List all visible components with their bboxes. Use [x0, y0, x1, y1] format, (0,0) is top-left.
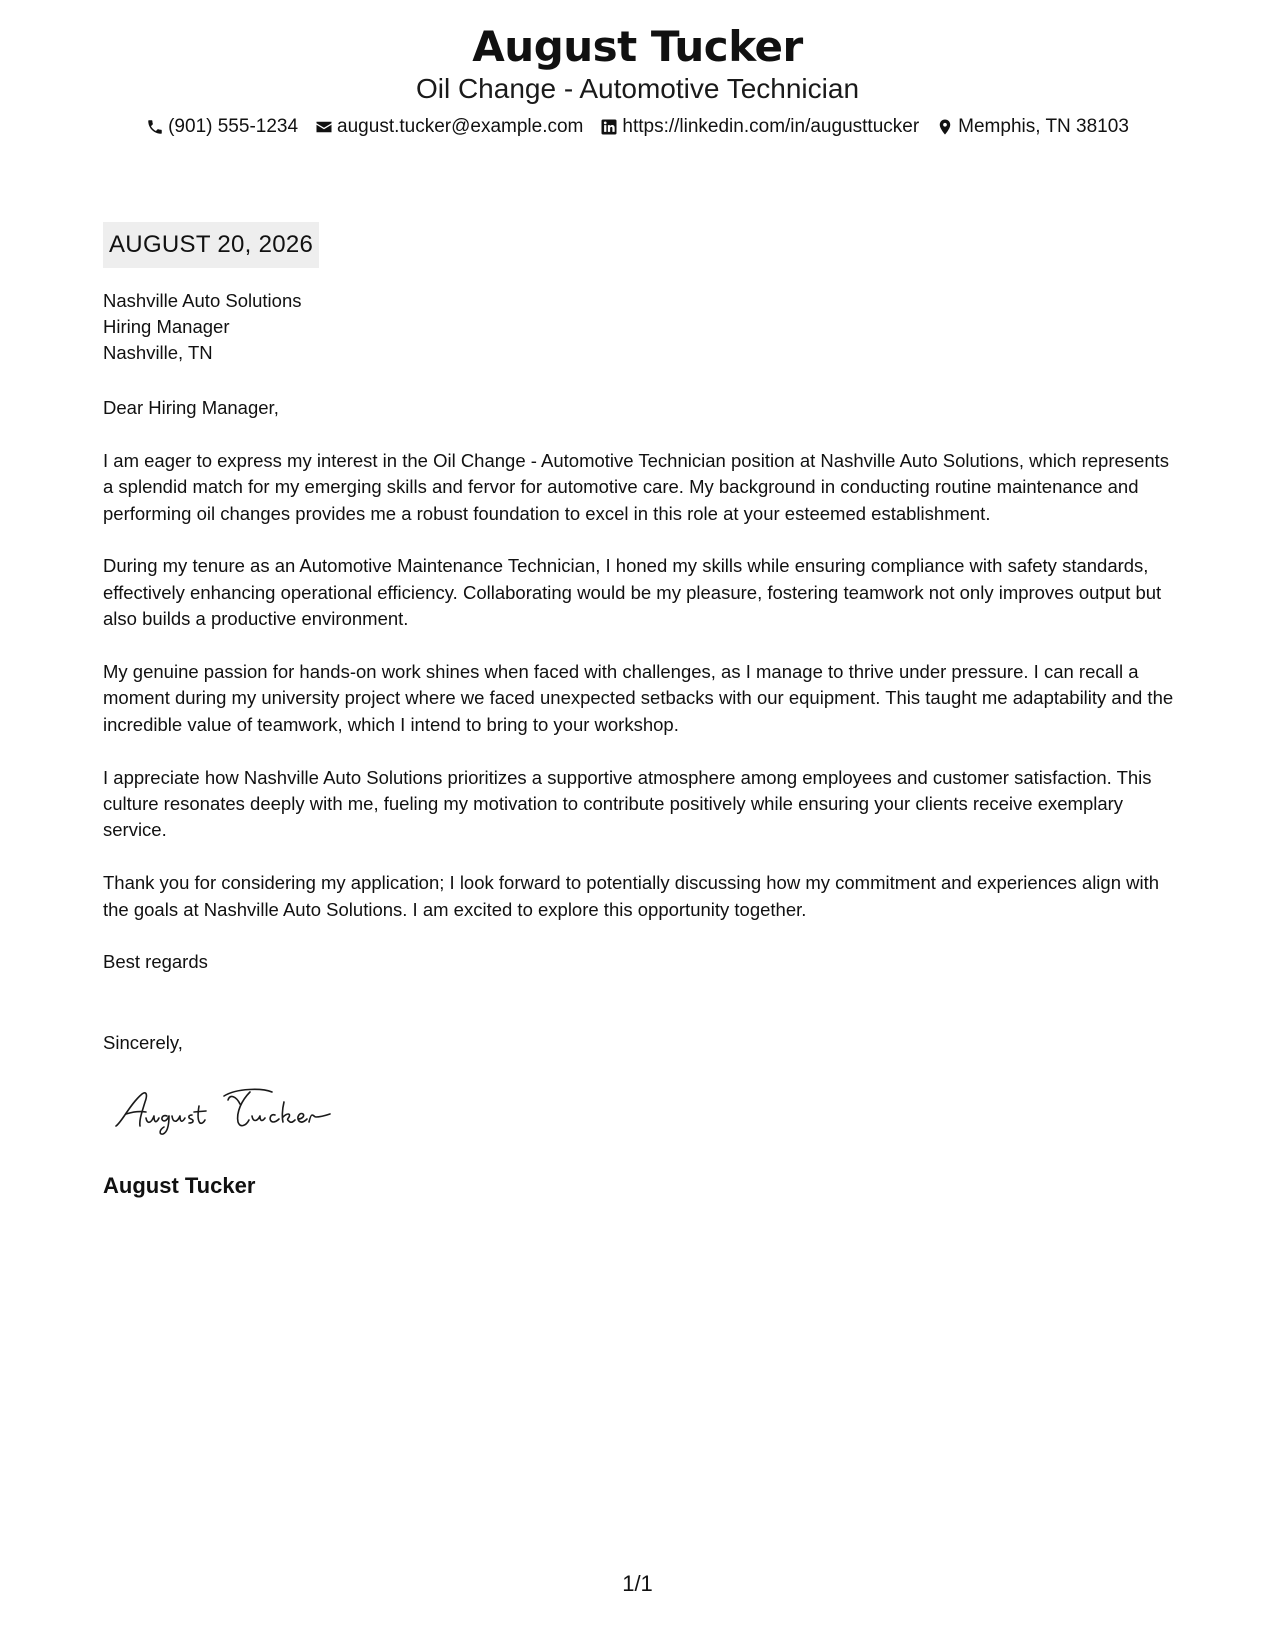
recipient-contact: Hiring Manager: [103, 316, 230, 337]
closing-line: Sincerely,: [103, 1032, 183, 1053]
letter-header: [0, 22, 1275, 140]
map-pin-icon: [936, 118, 954, 136]
contact-phone: [146, 114, 298, 140]
phone-text: (901) 555-1234: [168, 116, 299, 137]
recipient-block: [103, 288, 301, 366]
handwritten-signature: [112, 1082, 352, 1138]
applicant-name: August Tucker: [472, 22, 803, 71]
recipient-location: Nashville, TN: [103, 342, 213, 363]
body-paragraph: I am eager to express my interest in the Oil Change - Automotive Technician position at Nashville Auto Solutions, which represents a splendid match for my emerging skills and fervor for automotive care. My background in conducting routine maintenance and performing oil changes provides me a robust foundation to excel in this role at your esteemed establishment.: [103, 449, 1170, 524]
contact-linkedin[interactable]: [600, 114, 919, 140]
page-number: 1/1: [622, 1571, 653, 1596]
body-paragraph: I appreciate how Nashville Auto Solutions prioritizes a supportive atmosphere among employees and customer satisfaction. This culture resonates deeply with me, fueling my motivation to contribute positively while ensuring your clients receive exemplary service.: [103, 766, 1152, 841]
job-title: Oil Change - Automotive Technician: [415, 73, 860, 104]
contact-location: [936, 114, 1129, 140]
location-text: Memphis, TN 38103: [958, 116, 1129, 137]
body-paragraph: My genuine passion for hands-on work shines when faced with challenges, as I manage to thrive under pressure. I can recall a moment during my university project where we faced unexpected setbacks with our equipment. This taught me adaptability and the incredible value of teamwork, which I intend to bring to your workshop.: [103, 661, 1174, 735]
contact-email[interactable]: [315, 114, 583, 140]
recipient-company: Nashville Auto Solutions: [103, 290, 302, 311]
envelope-icon: [315, 118, 333, 136]
linkedin-icon: [600, 118, 618, 136]
letter-date: AUGUST 20, 2026: [103, 222, 319, 268]
linkedin-text[interactable]: https://linkedin.com/in/augusttucker: [622, 116, 920, 137]
salutation: Dear Hiring Manager,: [103, 397, 279, 418]
email-text[interactable]: august.tucker@example.com: [337, 116, 584, 137]
letter-body: [103, 395, 1183, 1002]
body-paragraph: During my tenure as an Automotive Maintenance Technician, I honed my skills while ensuring compliance with safety standards, effectively enhancing operational efficiency. Collaborating would be my pleasure, fostering teamwork not only improves output but also builds a productive environment.: [103, 555, 1162, 630]
phone-icon: [146, 118, 164, 136]
body-paragraph: Thank you for considering my application; I look forward to potentially discussing how my commitment and experiences align with the goals at Nashville Auto Solutions. I am excited to explore this opportunity together.: [103, 872, 1160, 920]
contact-bar: [0, 114, 1275, 140]
signed-name: August Tucker: [103, 1173, 256, 1198]
regards-line: Best regards: [103, 951, 208, 973]
